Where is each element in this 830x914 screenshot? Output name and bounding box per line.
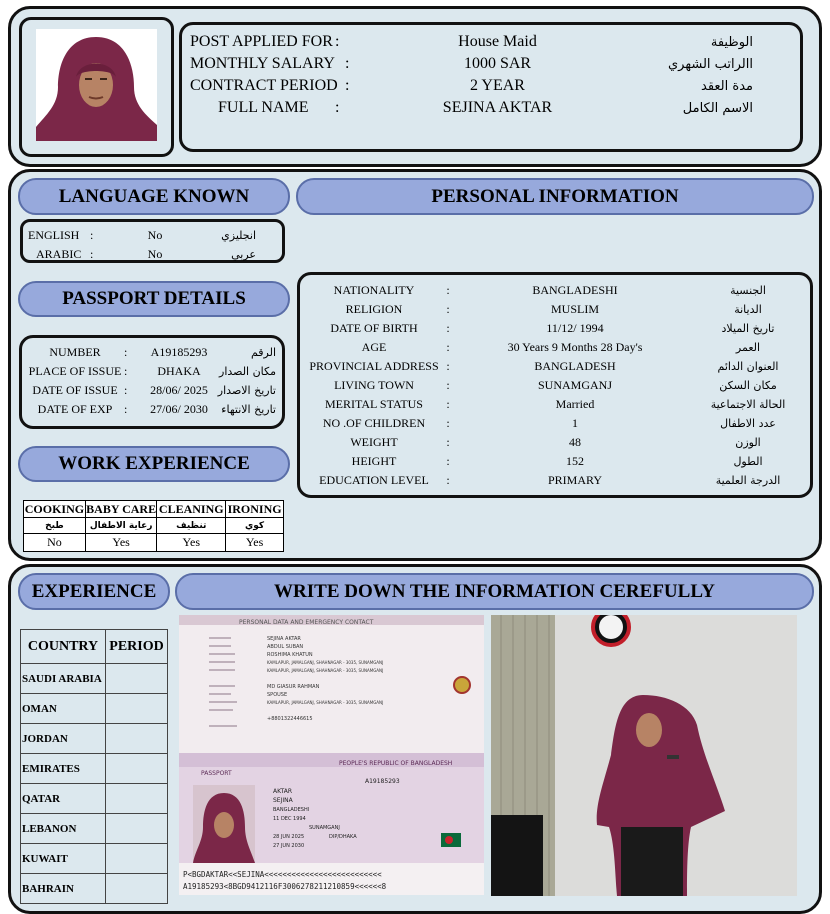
skill-babycare-label: BABY CARE: [86, 501, 157, 516]
personal-label-ar: العنوان الدائم: [717, 359, 779, 373]
personal-info-row: [304, 282, 804, 298]
scan-passport-word: PASSPORT: [201, 770, 232, 777]
salary-row: [190, 55, 770, 73]
personal-info-row: [304, 358, 804, 374]
colon: :: [446, 282, 450, 297]
post-value: House Maid: [458, 33, 537, 50]
skill-cleaning-label: CLEANING: [157, 501, 226, 518]
personal-info-row: [304, 472, 804, 488]
personal-value: Married: [555, 396, 595, 411]
passport-details-title: PASSPORT DETAILS: [18, 281, 290, 317]
skill-ironing-ar: كوي: [226, 518, 284, 534]
experience-row: [21, 784, 168, 814]
scan-pp-number: A19185293: [365, 778, 400, 785]
scan-address-line-2: KAMLAPUR, JAMALGANJ, SHAHNAGAR - 3035, SUNAMGANJ: [267, 668, 384, 673]
salary-label-ar: االراتب الشهري: [668, 56, 753, 72]
scan-name-line: SEJINA AKTAR: [267, 636, 301, 642]
scan-republic: PEOPLE'S REPUBLIC OF BANGLADESH: [339, 760, 453, 767]
write-down-title: WRITE DOWN THE INFORMATION CEREFULLY: [175, 573, 814, 610]
skill-cooking-ar: طبخ: [24, 518, 86, 534]
personal-info-row: [304, 453, 804, 469]
personal-info-row: [304, 434, 804, 450]
skill-babycare-value: Yes: [85, 534, 157, 552]
country-cell: EMIRATES: [21, 754, 106, 784]
scan-pp-expiry: 27 JUN 2030: [273, 843, 305, 849]
personal-value: 30 Years 9 Months 28 Day's: [507, 339, 643, 354]
fullname-row: [190, 99, 770, 117]
language-label: ARABIC: [36, 246, 82, 261]
passport-label-ar: تاريخ الاصدار: [217, 384, 276, 397]
personal-label-ar: الدرجة العلمية: [715, 473, 781, 487]
salary-label: MONTHLY SALARY: [190, 55, 335, 72]
personal-label-ar: الديانة: [734, 302, 762, 316]
personal-label: MERITAL STATUS: [325, 396, 423, 411]
personal-value: PRIMARY: [547, 472, 603, 487]
post-label: POST APPLIED FOR: [190, 33, 333, 50]
colon: :: [446, 339, 450, 354]
colon: :: [446, 453, 450, 468]
contract-label-ar: مدة العقد: [701, 78, 753, 94]
personal-label-ar: الحالة الاجتماعية: [710, 397, 786, 411]
scan-pp-dob: 11 DEC 1994: [273, 816, 306, 822]
experience-row: [21, 814, 168, 844]
language-value: No: [147, 227, 163, 242]
personal-info-row: [304, 301, 804, 317]
skill-cleaning-value: Yes: [157, 534, 226, 552]
personal-label: NATIONALITY: [333, 282, 415, 297]
country-cell: OMAN: [21, 694, 106, 724]
personal-value: 1: [572, 415, 578, 430]
colon: :: [446, 320, 450, 335]
personal-label-ar: الجنسية: [730, 283, 766, 297]
personal-label: NO .OF CHILDREN: [322, 415, 426, 430]
scan-mother-line: ROSHIMA KHATUN: [267, 652, 313, 658]
personal-label-ar: الوزن: [735, 435, 761, 449]
scan-pp-issue: 28 JUN 2025: [273, 834, 305, 840]
personal-info-row: [304, 415, 804, 431]
passport-label: NUMBER: [49, 345, 101, 359]
colon: :: [446, 396, 450, 411]
colon: :: [446, 415, 450, 430]
skills-header-row: [24, 501, 284, 518]
fullname-label: FULL NAME: [218, 99, 309, 116]
personal-value: BANGLADESHI: [532, 282, 618, 297]
country-cell: JORDAN: [21, 724, 106, 754]
post-label-ar: الوظيفة: [710, 34, 753, 50]
period-cell: [106, 724, 168, 754]
passport-label-ar: مكان الصدار: [219, 365, 276, 378]
language-title: LANGUAGE KNOWN: [18, 178, 290, 215]
personal-value: 11/12/ 1994: [546, 320, 604, 335]
skill-ironing-value: Yes: [226, 534, 284, 552]
skill-cleaning-ar: تنظيف: [157, 518, 226, 534]
personal-label-ar: عدد الاطفال: [720, 416, 776, 430]
period-cell: [106, 784, 168, 814]
scan-pp-given: SEJINA: [273, 797, 293, 804]
experience-title: EXPERIENCE: [18, 573, 170, 610]
full-body-photo: [491, 615, 797, 896]
personal-info-title: PERSONAL INFORMATION: [296, 178, 814, 215]
personal-label-ar: الطول: [733, 454, 763, 468]
colon: :: [124, 383, 128, 397]
experience-table: [20, 629, 168, 904]
scan-page-header: PERSONAL DATA AND EMERGENCY CONTACT: [239, 619, 374, 626]
passport-label-ar: الرقم: [250, 346, 276, 359]
contract-row: [190, 77, 770, 95]
passport-row-number: [26, 345, 280, 360]
scan-pp-authority: DIP/DHAKA: [329, 834, 357, 840]
experience-row: [21, 664, 168, 694]
colon: :: [90, 227, 94, 242]
experience-header-row: [21, 630, 168, 664]
passport-value: 28/06/ 2025: [150, 383, 208, 397]
period-cell: [106, 874, 168, 904]
colon: :: [124, 364, 128, 378]
personal-value: 152: [566, 453, 584, 468]
country-cell: BAHRAIN: [21, 874, 106, 904]
skills-table: [23, 500, 284, 552]
passport-row-expiry: [26, 402, 280, 417]
period-cell: [106, 814, 168, 844]
colon: :: [446, 472, 450, 487]
colon: :: [90, 246, 94, 261]
personal-label: RELIGION: [345, 301, 403, 316]
scan-contact-phone: +8801322446615: [267, 716, 313, 722]
colon: :: [446, 301, 450, 316]
experience-row: [21, 754, 168, 784]
scan-contact-address: KAMLAPUR, JAMALGANJ, SHAHNAGAR - 3035, SUNAMGANJ: [267, 700, 384, 705]
period-cell: [106, 664, 168, 694]
skills-value-row: [24, 534, 284, 552]
scan-mrz-line-2: A19185293<8BGD9412116F3006278211210859<<<<<<8: [183, 882, 387, 891]
colon: :: [345, 55, 350, 72]
passport-label-ar: تاريخ الانتهاء: [221, 403, 276, 416]
personal-label: AGE: [361, 339, 387, 354]
passport-label: DATE OF EXP: [37, 402, 113, 416]
skill-ironing-label: IRONING: [227, 501, 282, 516]
personal-info-row: [304, 339, 804, 355]
colon: :: [446, 434, 450, 449]
personal-value: BANGLADESH: [534, 358, 616, 373]
period-cell: [106, 844, 168, 874]
passport-scan-image: [179, 615, 484, 895]
personal-info-row: [304, 377, 804, 393]
personal-label: DATE OF BIRTH: [330, 320, 418, 335]
country-cell: LEBANON: [21, 814, 106, 844]
skill-cooking-value: No: [24, 534, 86, 552]
country-cell: QATAR: [21, 784, 106, 814]
experience-row: [21, 694, 168, 724]
passport-value: DHAKA: [157, 364, 201, 378]
scan-contact-rel: SPOUSE: [267, 692, 288, 698]
personal-value: 48: [569, 434, 581, 449]
fullname-value: SEJINA AKTAR: [442, 99, 553, 116]
country-cell: KUWAIT: [21, 844, 106, 874]
language-value: No: [147, 246, 163, 261]
colon: :: [446, 358, 450, 373]
experience-row: [21, 874, 168, 904]
personal-value: MUSLIM: [550, 301, 599, 316]
period-column-header: PERIOD: [106, 630, 168, 664]
period-cell: [106, 754, 168, 784]
period-cell: [106, 694, 168, 724]
skills-arabic-row: [24, 518, 284, 534]
language-row-english: [28, 228, 278, 242]
scan-pp-surname: AKTAR: [273, 788, 293, 795]
experience-row: [21, 724, 168, 754]
scan-pp-nat: BANGLADESHI: [273, 807, 310, 813]
colon: :: [124, 402, 128, 416]
personal-info-row: [304, 396, 804, 412]
colon: :: [335, 33, 340, 50]
country-cell: SAUDI ARABIA: [21, 664, 106, 694]
personal-value: SUNAMGANJ: [537, 377, 612, 392]
skill-babycare-ar: رعاية الاطفال: [85, 518, 157, 534]
contract-label: CONTRACT PERIOD: [190, 77, 338, 94]
personal-label-ar: مكان السكن: [719, 378, 777, 392]
passport-label: PLACE OF ISSUE: [28, 364, 122, 378]
personal-label-ar: تاريخ الميلاد: [721, 321, 775, 335]
fullname-label-ar: الاسم الكامل: [682, 100, 753, 116]
passport-row-place: [26, 364, 280, 379]
language-label-ar: عربي: [231, 247, 256, 261]
scan-seal-icon: [454, 677, 470, 693]
colon: :: [124, 345, 128, 359]
language-row-arabic: [28, 247, 278, 261]
passport-value: 27/06/ 2030: [150, 402, 208, 416]
personal-label-ar: العمر: [735, 340, 761, 354]
contract-value: 2 YEAR: [470, 77, 525, 94]
personal-label: LIVING TOWN: [334, 377, 414, 392]
colon: :: [446, 377, 450, 392]
colon: :: [345, 77, 350, 94]
scan-father-line: ABDUL SUBAN: [267, 644, 304, 650]
language-label: ENGLISH: [28, 227, 80, 242]
salary-value: 1000 SAR: [463, 55, 532, 72]
country-column-header: COUNTRY: [21, 630, 106, 664]
language-label-ar: انجليزي: [221, 228, 256, 242]
profile-photo: [36, 29, 157, 141]
personal-label: WEIGHT: [350, 434, 398, 449]
passport-label: DATE OF ISSUE: [32, 383, 118, 397]
passport-row-issue: [26, 383, 280, 398]
passport-value: A19185293: [150, 345, 208, 359]
colon: :: [335, 99, 340, 116]
experience-row: [21, 844, 168, 874]
personal-label: HEIGHT: [351, 453, 397, 468]
skill-cooking-label: COOKING: [24, 501, 85, 516]
personal-label: EDUCATION LEVEL: [319, 472, 429, 487]
experience-rows: [21, 664, 168, 904]
work-experience-title: WORK EXPERIENCE: [18, 446, 290, 482]
scan-mrz-line-1: P<BGDAKTAR<<SEJINA<<<<<<<<<<<<<<<<<<<<<<<<<<: [183, 870, 382, 879]
post-row: [190, 33, 770, 51]
personal-label: PROVINCIAL ADDRESS: [309, 358, 439, 373]
scan-contact-name: MD GIASUR RAHMAN: [267, 684, 320, 690]
scan-pp-place: SUNAMGANJ: [309, 825, 340, 831]
scan-address-line: KAMLAPUR, JAMALGANJ, SHAHNAGAR - 3035, SUNAMGANJ: [267, 660, 384, 665]
personal-info-row: [304, 320, 804, 336]
